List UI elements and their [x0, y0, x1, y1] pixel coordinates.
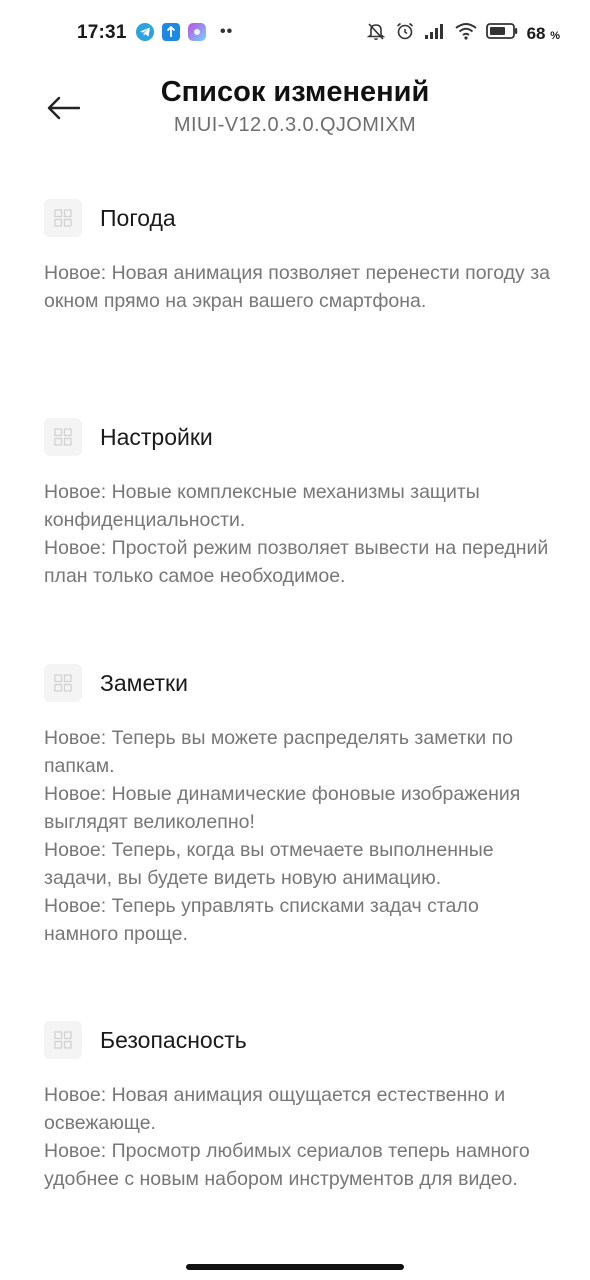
section-body: [44, 724, 554, 948]
change-item: Новое: Новая анимация ощущается естественно и освежающе.: [44, 1084, 506, 1134]
section-notes: [44, 664, 554, 948]
app-placeholder-icon: [44, 199, 82, 237]
section-settings: [44, 418, 554, 590]
change-item: Новое: Новые динамические фоновые изображения выглядят великолепно!: [44, 783, 521, 833]
system-icons: [366, 21, 560, 46]
battery-percent: [527, 24, 560, 44]
section-title: Настройки: [100, 423, 213, 450]
page-title: Список изменений: [160, 76, 430, 108]
change-item: Новое: Теперь вы можете распределять заметки по папкам.: [44, 727, 513, 777]
alarm-icon: [395, 21, 415, 46]
change-item: Новое: Новые комплексные механизмы защиты конфиденциальности.: [44, 481, 480, 531]
wifi-icon: [455, 22, 477, 45]
section-header: [44, 418, 554, 456]
section-weather: [44, 199, 554, 315]
home-indicator[interactable]: [186, 1264, 404, 1270]
change-item: Новое: Новая анимация позволяет перенести погоду за окном прямо на экран вашего смартфона.: [44, 262, 550, 312]
change-item: Новое: Теперь, когда вы отмечаете выполненные задачи, вы будете видеть новую анимацию.: [44, 839, 494, 889]
mute-bell-icon: [366, 21, 386, 46]
signal-icon: [424, 22, 446, 45]
section-header: [44, 664, 554, 702]
section-title: Безопасность: [100, 1026, 247, 1053]
section-title: Погода: [100, 204, 176, 231]
telegram-icon: [136, 23, 154, 41]
status-bar: [0, 0, 590, 68]
section-title: Заметки: [100, 669, 188, 696]
battery-unit: %: [550, 29, 560, 42]
section-body: [44, 1081, 554, 1193]
section-header: [44, 1021, 554, 1059]
app-icon: [188, 23, 206, 41]
status-time: 17:31: [77, 22, 127, 43]
upload-icon: [162, 23, 180, 41]
notification-icons: [136, 23, 233, 41]
change-item: Новое: Просмотр любимых сериалов теперь намного удобнее с новым набором инструментов для видео.: [44, 1140, 530, 1190]
more-notifications-icon: ••: [220, 23, 234, 40]
battery-value: 68: [526, 23, 546, 43]
section-security: [44, 1021, 554, 1193]
change-item: Новое: Простой режим позволяет вывести на передний план только самое необходимое.: [44, 537, 549, 587]
section-body: [44, 478, 554, 590]
app-placeholder-icon: [44, 418, 82, 456]
app-placeholder-icon: [44, 664, 82, 702]
battery-icon: [486, 22, 518, 45]
page-subtitle: MIUI-V12.0.3.0.QJOMIXM: [173, 114, 417, 136]
app-placeholder-icon: [44, 1021, 82, 1059]
change-item: Новое: Теперь управлять списками задач стало намного проще.: [44, 895, 479, 945]
section-header: [44, 199, 554, 237]
section-body: [44, 259, 554, 315]
